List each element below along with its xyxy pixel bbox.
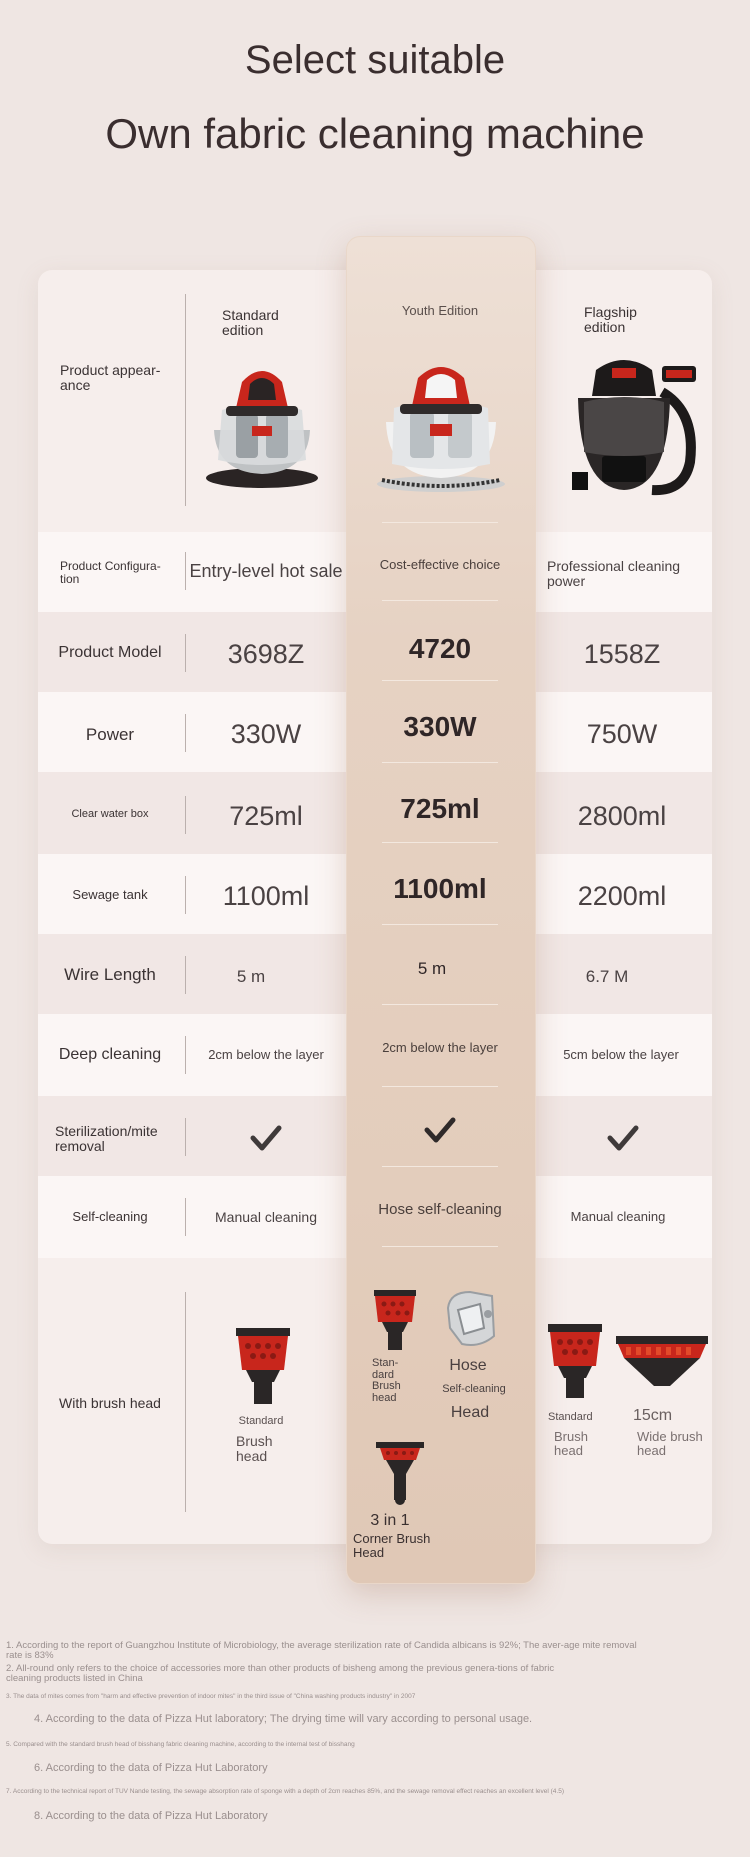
config-standard: Entry-level hot sale: [189, 561, 343, 581]
sep: [185, 876, 186, 914]
clear-water-youth: 725ml: [400, 793, 480, 824]
sep: [185, 796, 186, 834]
hl-sep: [382, 1166, 498, 1167]
standard-brush-l1: Standard: [238, 1415, 284, 1427]
hl-sep: [382, 842, 498, 843]
row-label-wire: Wire Length: [64, 965, 156, 984]
row-label-self-cleaning: Self-cleaning: [72, 1209, 148, 1224]
clear-water-flagship: 2800ml: [577, 801, 667, 831]
flagship-standard-l2: Brush head: [554, 1429, 588, 1458]
footnote-2: 2. All-round only refers to the choice of accessories more than other products of bisheng among the previous genera-tions of fabric cleaning products listed in China: [6, 1663, 555, 1684]
youth-standard-brush-icon: [372, 1288, 418, 1352]
config-youth: Cost-effective choice: [379, 557, 501, 572]
column-header-youth: Youth Edition: [401, 303, 479, 318]
self-cleaning-flagship: Manual cleaning: [570, 1209, 666, 1224]
row-label-sewage: Sewage tank: [72, 887, 148, 902]
clear-water-standard: 725ml: [229, 801, 303, 831]
sewage-standard: 1100ml: [222, 881, 310, 911]
check-icon: [250, 1124, 282, 1152]
wire-youth: 5 m: [417, 959, 447, 978]
row-label-model: Product Model: [58, 644, 162, 661]
youth-machine-image: [372, 356, 510, 496]
deep-flagship: 5cm below the layer: [563, 1047, 679, 1062]
sep: [185, 1118, 186, 1156]
flagship-machine-image: [562, 352, 698, 498]
config-flagship: Professional cleaning power: [547, 558, 681, 589]
wide-brush-icon: [614, 1334, 710, 1400]
hl-sep: [382, 762, 498, 763]
youth-standard-brush-label: Stan-dard Brush head: [372, 1357, 401, 1404]
power-youth: 330W: [403, 711, 477, 742]
row-label-configuration: Product Configura-tion: [60, 559, 161, 586]
corner-brush-l1: 3 in 1: [370, 1512, 410, 1529]
sep: [185, 714, 186, 752]
self-cleaning-standard: Manual cleaning: [215, 1209, 317, 1225]
hl-sep: [382, 1086, 498, 1087]
flagship-standard-l1: Standard: [548, 1411, 593, 1423]
model-standard: 3698Z: [227, 639, 305, 669]
footnote-3: 3. The data of mites comes from "harm and effective prevention of indoor mites" in the third issue of "China washing products industry" in 2007: [6, 1693, 416, 1700]
deep-youth: 2cm below the layer: [382, 1040, 498, 1055]
column-header-flagship: Flagship edition: [584, 304, 637, 335]
flagship-standard-brush-icon: [546, 1322, 604, 1400]
wire-flagship: 6.7 M: [585, 967, 629, 986]
hl-sep: [382, 924, 498, 925]
hose-label-1: Hose: [449, 1357, 487, 1374]
footnote-1: 1. According to the report of Guangzhou Institute of Microbiology, the average sterilization rate of Candida albicans is 92%; The aver-age mite removal rate is 83%: [6, 1640, 637, 1661]
wire-standard: 5 m: [236, 967, 266, 986]
standard-brush-icon: [234, 1326, 292, 1406]
page-title-line2: Own fabric cleaning machine: [105, 110, 645, 157]
wide-brush-l1: 15cm: [633, 1407, 673, 1424]
check-icon: [424, 1116, 456, 1144]
power-flagship: 750W: [586, 719, 658, 749]
sep: [185, 294, 186, 506]
standard-brush-l2: Brush head: [236, 1433, 273, 1464]
power-standard: 330W: [230, 719, 302, 749]
row-label-appearance: Product appear-ance: [60, 362, 161, 393]
footnote-6: 6. According to the data of Pizza Hut Laboratory: [34, 1762, 268, 1774]
hose-label-2: Self-cleaning: [442, 1383, 506, 1395]
row-label-sterilization: Sterilization/mite removal: [55, 1123, 158, 1154]
page-title-line1: Select suitable: [244, 38, 506, 82]
footnote-7: 7. According to the technical report of TUV Nande testing, the sewage absorption rate of sponge with a depth of 2cm reaches 85%, and the sewage removal effect reaches an excellent level (4.5): [6, 1788, 565, 1795]
sewage-youth: 1100ml: [393, 873, 487, 904]
deep-standard: 2cm below the layer: [208, 1047, 324, 1062]
row-label-deep: Deep cleaning: [58, 1046, 162, 1063]
sep: [185, 1292, 186, 1512]
standard-machine-image: [202, 360, 322, 490]
row-label-clear-water: Clear water box: [71, 808, 149, 820]
sewage-flagship: 2200ml: [577, 881, 667, 911]
corner-brush-icon: [374, 1440, 426, 1506]
hose-label-3: Head: [450, 1404, 490, 1421]
wide-brush-l2: Wide brush head: [637, 1429, 703, 1458]
self-cleaning-youth: Hose self-cleaning: [378, 1201, 502, 1218]
row-label-brush: With brush head: [59, 1395, 161, 1411]
sep: [185, 634, 186, 672]
corner-brush-l2: Corner Brush Head: [353, 1531, 431, 1560]
column-header-standard: Standard edition: [222, 307, 279, 338]
sep: [185, 1198, 186, 1236]
row-label-power: Power: [85, 725, 135, 744]
footnote-8: 8. According to the data of Pizza Hut Laboratory: [34, 1810, 268, 1822]
sep: [185, 1036, 186, 1074]
model-youth: 4720: [408, 633, 472, 664]
footnote-4: 4. According to the data of Pizza Hut laboratory; The drying time will vary according to personal usage.: [34, 1713, 533, 1725]
model-flagship: 1558Z: [583, 639, 661, 669]
check-icon: [607, 1124, 639, 1152]
hl-sep: [382, 522, 498, 523]
hl-sep: [382, 1246, 498, 1247]
hose-self-cleaning-head-icon: [440, 1288, 500, 1350]
hl-sep: [382, 680, 498, 681]
hl-sep: [382, 600, 498, 601]
footnote-5: 5. Compared with the standard brush head of bisshang fabric cleaning machine, according to the internal test of bisshang: [6, 1741, 355, 1748]
hl-sep: [382, 1004, 498, 1005]
